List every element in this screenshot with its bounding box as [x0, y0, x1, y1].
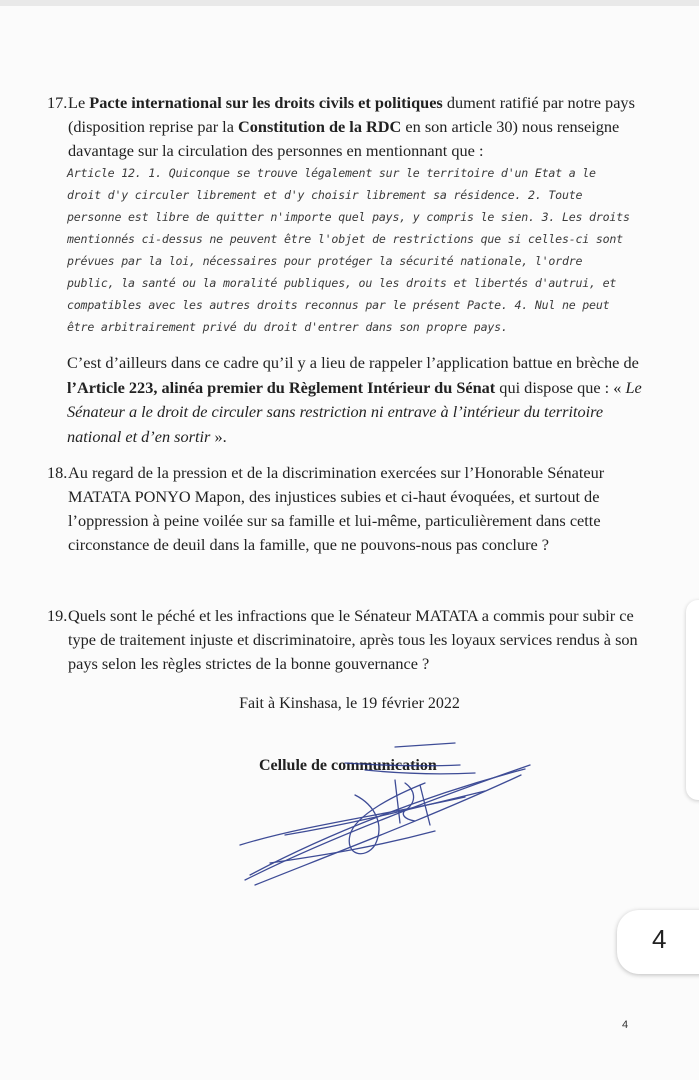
article-223-quote: Le Sénateur a le droit de circuler sans restriction ni entrave à l’intérieur du territoire national et d’en sortir [67, 377, 642, 446]
item-number: 17. [47, 93, 68, 112]
item-number: 18. [47, 463, 68, 482]
page-indicator-number: 4 [652, 924, 667, 954]
footer-page-number: 4 [622, 1019, 629, 1031]
item-17-second-paragraph: C’est d’ailleurs dans ce cadre qu’il y a lieu de rappeler l’application battue en brèche de l’Article 223, alinéa premier du Règlement Intérieur du Sénat qui dispose que : « Le Sénateur a le droit de circuler sans restriction ni entrave à l’intérieur du territoire national et d’en sortir ». [67, 353, 642, 446]
item-number: 19. [47, 606, 68, 625]
article-223-reference: l’Article 223, alinéa premier du Règlement Intérieur du Sénat [67, 377, 496, 397]
item-17-paragraph: Le Pacte international sur les droits civils et politiques dument ratifié par notre pays (disposition reprise par la Constitution de la RDC en son article 30) nous renseigne davantage sur la circulation des personnes en mentionnant que : [68, 93, 635, 160]
handwritten-signature [225, 735, 545, 895]
item-19-paragraph: Quels sont le péché et les infractions que le Sénateur MATATA a commis pour subir ce type de traitement injuste et discriminatoire, après tous les loyaux services rendus à son pays selon les règles strictes de la bonne gouvernance ? [68, 606, 638, 673]
viewer-side-handle[interactable] [686, 600, 699, 800]
list-item-19 [47, 604, 647, 676]
constitution-title: Constitution de la RDC [238, 117, 402, 136]
list-item-17 [47, 91, 647, 449]
article-12-quote: Article 12. 1. Quiconque se trouve légalement sur le territoire d'un Etat a le droit d'y circuler librement et d'y choisir librement sa résidence. 2. Toute personne est libre de quitter n'importe quel pays, y compris le sien. 3. Les droits mentionnés ci-dessus ne peuvent être l'objet de restrictions que si celles-ci sont prévues par la loi, nécessaires pour protéger la sécurité nationale, l'ordre public, la santé ou la moralité publiques, ou les droits et libertés d'autrui, et compatibles avec les autres droits reconnus par le présent Pacte. 4. Nul ne peut être arbitrairement privé du droit d'entrer dans son propre pays. [67, 166, 630, 334]
place-date: Fait à Kinshasa, le 19 février 2022 [239, 695, 460, 712]
page-indicator[interactable] [617, 910, 699, 974]
pacte-title: Pacte international sur les droits civils et politiques [89, 93, 443, 112]
signatory: Cellule de communication [259, 757, 437, 774]
list-item-18 [47, 461, 647, 557]
item-18-paragraph: Au regard de la pression et de la discrimination exercées sur l’Honorable Sénateur MATATA PONYO Mapon, des injustices subies et ci-haut évoquées, et surtout de l’oppression à peine voilée sur sa famille et lui-même, particulièrement dans cette circonstance de deuil dans la famille, que ne pouvons-nous pas conclure ? [68, 463, 605, 554]
